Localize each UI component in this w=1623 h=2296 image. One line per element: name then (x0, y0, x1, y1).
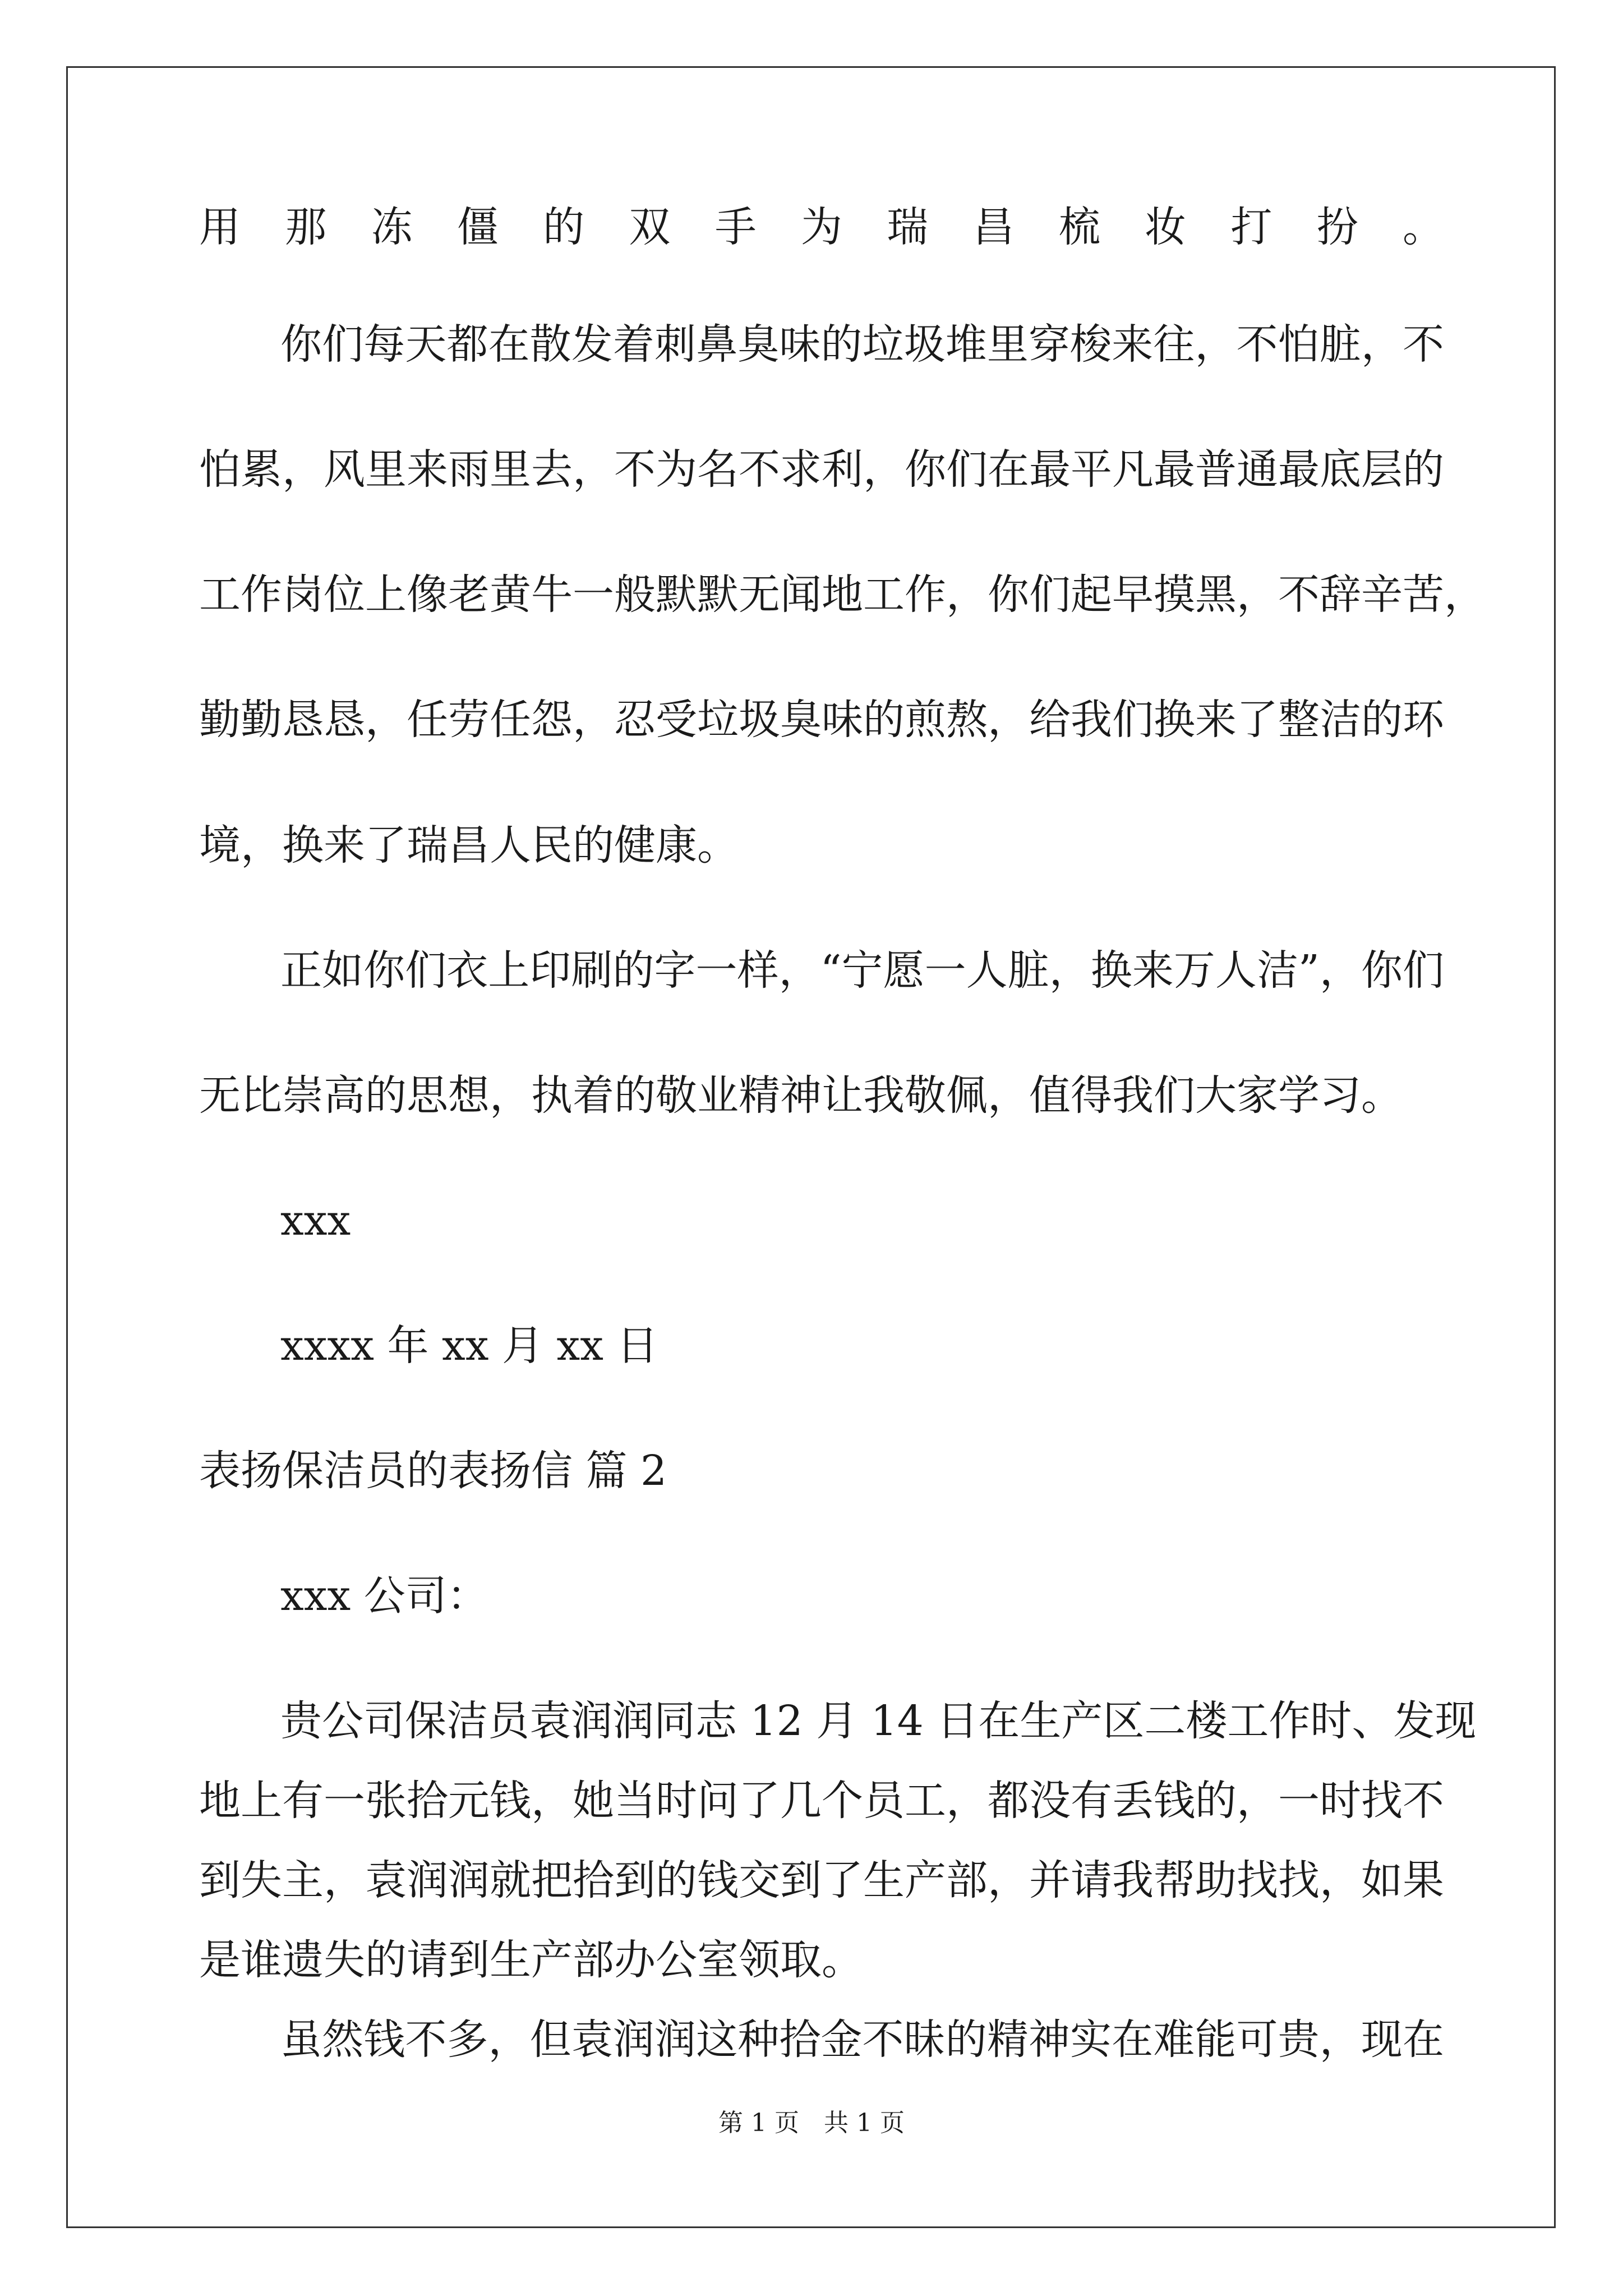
salutation: xxx 公司： (280, 1572, 488, 1620)
text-line: 工作岗位上像老黄牛一般默默无闻地工作，你们起早摸黑，不辞辛苦， (199, 570, 1486, 619)
section-heading: 表扬保洁员的表扬信 篇 2 (199, 1447, 667, 1495)
text-line: 怕累，风里来雨里去，不为名不求利，你们在最平凡最普通最底层的 (199, 445, 1444, 494)
page-footer: 第 1 页 共 1 页 (718, 2109, 905, 2137)
text-line: 到失主，袁润润就把拾到的钱交到了生产部，并请我帮助找找，如果 (199, 1856, 1444, 1904)
text-line: 虽然钱不多，但袁润润这种拾金不昧的精神实在难能可贵，现在 (280, 2016, 1444, 2064)
text-line: 境，换来了瑞昌人民的健康。 (199, 821, 739, 869)
text-line: 勤勤恳恳，任劳任怨，忍受垃圾臭味的煎熬，给我们换来了整洁的环 (199, 696, 1444, 744)
text-line: 地上有一张拾元钱，她当时问了几个员工，都没有丢钱的，一时找不 (199, 1777, 1444, 1825)
text-line: 贵公司保洁员袁润润同志 12 月 14 日在生产区二楼工作时、发现 (280, 1697, 1477, 1745)
text-line: 正如你们衣上印刷的字一样，“宁愿一人脏，换来万人洁”，你们 (280, 946, 1444, 995)
text-line: 你们每天都在散发着刺鼻臭味的垃圾堆里穿梭来往，不怕脏，不 (280, 320, 1444, 369)
text-line: 是谁遗失的请到生产部办公室领取。 (199, 1936, 863, 1984)
signature-name: xxx (280, 1197, 351, 1245)
text-line: 无比崇高的思想，执着的敬业精神让我敬佩，值得我们大家学习。 (199, 1071, 1403, 1120)
text-line: 用那冻僵的双手为瑞昌梳妆打扮。 (199, 203, 1444, 251)
signature-date: xxxx 年 xx 月 xx 日 (280, 1322, 658, 1370)
